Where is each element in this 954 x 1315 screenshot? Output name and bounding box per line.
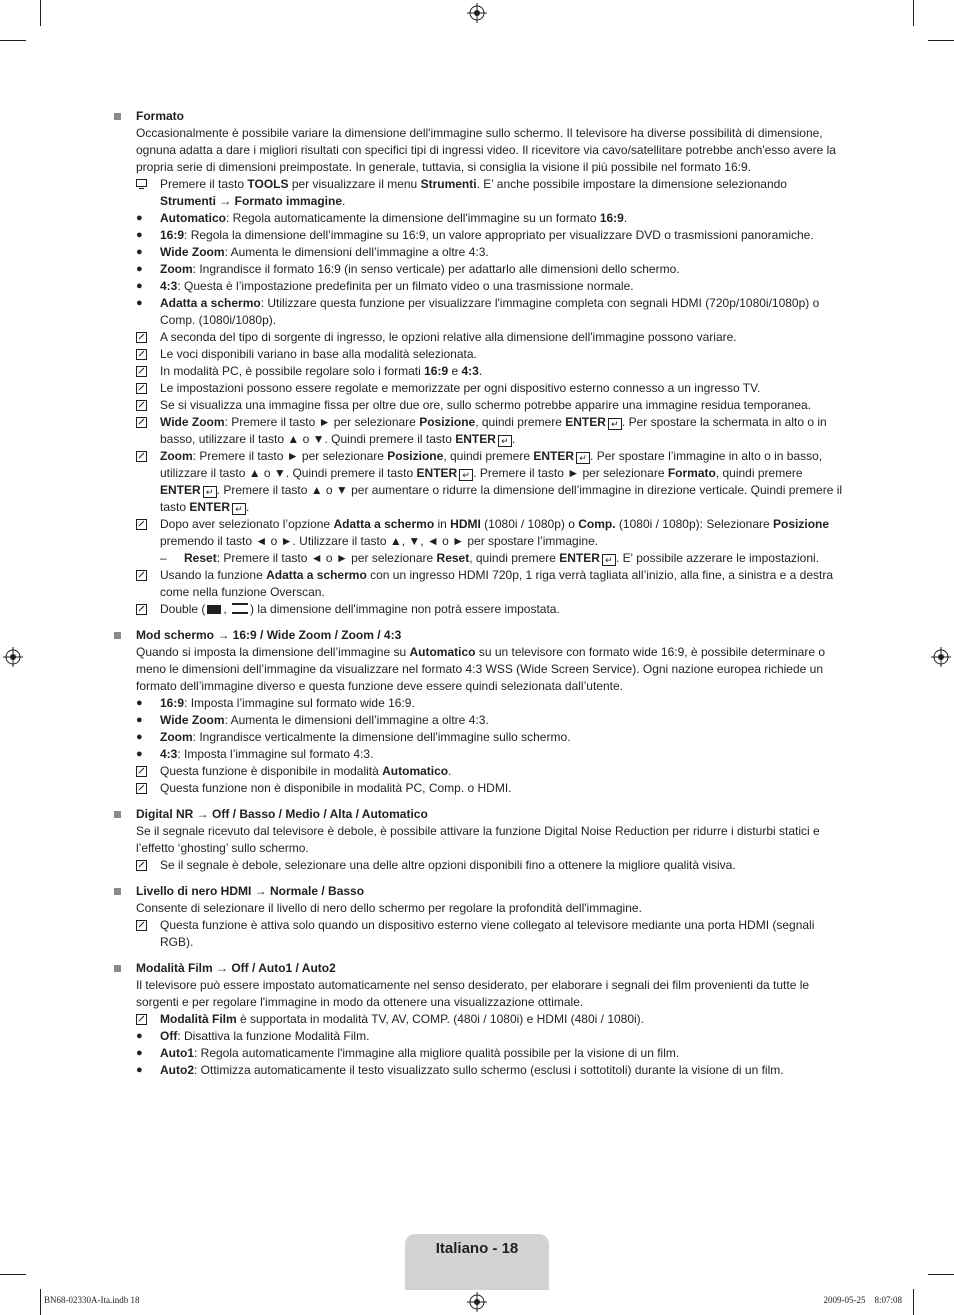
square-icon — [114, 888, 121, 895]
list-item: ● Wide Zoom: Aumenta le dimensioni dell’immagine a oltre 4:3. — [136, 713, 489, 727]
list-item: ● Wide Zoom: Aumenta le dimensioni dell’immagine a oltre 4:3. — [136, 245, 489, 259]
bullet-icon: ● — [136, 748, 143, 760]
enter-icon: ↵ — [459, 469, 473, 481]
section-heading: Livello di nero HDMI → Normale / Basso — [112, 883, 844, 900]
registration-mark-icon — [931, 647, 951, 667]
note-item: A seconda del tipo di sorgente di ingresso, le opzioni relative alla dimensione dell'immagine possono variare. — [112, 329, 844, 346]
enter-icon: ↵ — [232, 503, 246, 515]
note-icon — [136, 1014, 147, 1025]
tools-icon — [136, 179, 147, 189]
crop-mark — [40, 0, 41, 26]
square-icon — [114, 965, 121, 972]
note-item: Le voci disponibili variano in base alla modalità selezionata. — [112, 346, 844, 363]
tools-note: Premere il tasto TOOLS per visualizzare il menu Strumenti. E’ anche possibile impostare la dimensione selezionando Strumenti → Formato immagine. — [112, 176, 844, 210]
list-item: ● 16:9: Imposta l’immagine sul formato wide 16:9. — [136, 696, 415, 710]
crop-mark — [0, 1274, 26, 1275]
note-icon — [136, 604, 147, 615]
page-number: Italiano - 18 — [435, 1240, 519, 1257]
bullet-icon: ● — [136, 697, 143, 709]
enter-icon: ↵ — [602, 554, 616, 566]
note-icon — [136, 783, 147, 794]
enter-icon: ↵ — [203, 486, 217, 498]
note-icon — [136, 766, 147, 777]
paragraph: Se il segnale ricevuto dal televisore è debole, è possibile attivare la funzione Digital Noise Reduction per ridurre i disturbi statici e l’effetto ‘ghosting’ sullo schermo. — [136, 824, 820, 855]
section-heading: Digital NR → Off / Basso / Medio / Alta / Automatico — [112, 806, 844, 823]
bullet-icon: ● — [136, 212, 143, 224]
sub-item: – Reset: Premere il tasto ◄ o ► per selezionare Reset, quindi premere ENTER ↵ . E' possibile azzerare le impostazioni. — [160, 551, 819, 565]
note-icon — [136, 383, 147, 394]
paragraph: Il televisore può essere impostato automaticamente nel senso desiderato, per elaborare i segnali dei film provenienti da tutte le sorgenti e per regolare l'immagine in modo da ottenere una visualizzazione ottimale. — [136, 978, 810, 1009]
square-icon — [114, 811, 121, 818]
crop-mark — [913, 1289, 914, 1315]
bullet-icon: ● — [136, 280, 143, 292]
bullet-icon: ● — [136, 1030, 143, 1042]
paragraph: Occasionalmente è possibile variare la dimensione dell'immagine sullo schermo. Il televisore ha diverse possibilità di dimensione, ognuna adatta a dare i migliori risultati con specifici tipi di ingressi video. Il ricevitore via cavo/satellitare potrebbe anch'esso avere la propria serie di dimensioni preimpostate. In generale, tuttavia, si consiglia la visione il più possibile nel formato 16:9. — [136, 126, 836, 174]
note-item: Modalità Film è supportata in modalità TV, AV, COMP. (480i / 1080i) e HDMI (480i / 1080i). — [112, 1011, 844, 1028]
bullet-icon: ● — [136, 263, 143, 275]
bullet-icon: ● — [136, 246, 143, 258]
list-item: ● Automatico: Regola automaticamente la dimensione dell'immagine su un formato 16:9. — [136, 211, 628, 225]
note-icon — [136, 332, 147, 343]
document-body — [112, 108, 844, 1088]
section-film-mode — [112, 960, 844, 1079]
list-item: ● Off: Disattiva la funzione Modalità Film. — [136, 1029, 370, 1043]
note-item: Wide Zoom: Premere il tasto ► per selezionare Posizione, quindi premere ENTER ↵ . Per spostare la schermata in alto o in basso, utilizzare il tasto ▲ o ▼. Quindi premere il tasto ENTER ↵ . — [112, 414, 844, 448]
list-item: ● Auto1: Regola automaticamente l'immagine alla migliore qualità possibile per la visione di un film. — [136, 1046, 680, 1060]
note-icon — [136, 349, 147, 360]
bullet-icon: ● — [136, 229, 143, 241]
note-icon — [136, 570, 147, 581]
crop-mark — [928, 1274, 954, 1275]
registration-mark-icon — [3, 647, 23, 667]
section-heading: Mod schermo → 16:9 / Wide Zoom / Zoom / 4:3 — [112, 627, 844, 644]
bullet-icon: ● — [136, 714, 143, 726]
square-icon — [114, 632, 121, 639]
paragraph: Quando si imposta la dimensione dell’immagine su Automatico su un televisore con formato wide 16:9, è possibile determinare o meno le dimensioni dell’immagine da visualizzare nel formato 4:3 WSS (Wide Screen Service). Ogni nazione europea richiede un formato dell’immagine diverso e questa funzione deve essere quindi selezionata dall’utente. — [136, 645, 826, 693]
note-icon — [136, 860, 147, 871]
square-icon — [114, 113, 121, 120]
bullet-icon: ● — [136, 1064, 143, 1076]
section-hdmi-black-level — [112, 883, 844, 951]
footer-file-info: BN68-02330A-Ita.indb 18 — [44, 1295, 140, 1305]
list-item: ● Adatta a schermo: Utilizzare questa funzione per visualizzare l'immagine completa con segnali HDMI (720p/1080i/1080p) o Comp. (1080i/1080p). — [136, 296, 820, 327]
enter-icon: ↵ — [498, 435, 512, 447]
list-item: ● 4:3: Imposta l’immagine sul formato 4:3. — [136, 747, 374, 761]
note-item: Le impostazioni possono essere regolate e memorizzate per ogni dispositivo esterno connesso a un ingresso TV. — [112, 380, 844, 397]
section-heading: Formato — [112, 108, 844, 125]
double-mode-alt-icon — [232, 603, 248, 614]
note-icon — [136, 417, 147, 428]
list-item: ● 16:9: Regola la dimensione dell’immagine su 16:9, un valore appropriato per visualizzare DVD o trasmissioni panoramiche. — [136, 228, 814, 242]
note-item: Dopo aver selezionato l’opzione Adatta a schermo in HDMI (1080i / 1080p) o Comp. (1080i / 1080p): Selezionare Posizione premendo il tasto ◄ o ►. Utilizzare il tasto ▲, ▼, ◄ o ► per spostare l’immagine. — [112, 516, 844, 550]
enter-icon: ↵ — [608, 418, 622, 430]
footer-timestamp: 2009-05-25 8:07:08 — [823, 1295, 902, 1305]
registration-mark-icon — [467, 3, 487, 23]
bullet-icon: ● — [136, 297, 143, 309]
note-icon — [136, 519, 147, 530]
crop-mark — [0, 40, 26, 41]
section-digital-nr — [112, 806, 844, 874]
enter-icon: ↵ — [576, 452, 590, 464]
note-item: Questa funzione è attiva solo quando un dispositivo esterno viene collegato al televisore mediante una porta HDMI (segnali RGB). — [112, 917, 844, 951]
note-item: Double ( , ) la dimensione dell'immagine non potrà essere impostata. — [112, 601, 844, 618]
double-mode-icon — [207, 605, 221, 614]
note-icon — [136, 400, 147, 411]
bullet-icon: ● — [136, 731, 143, 743]
crop-mark — [913, 0, 914, 26]
section-mod-schermo — [112, 627, 844, 797]
list-item: ● Zoom: Ingrandisce verticalmente la dimensione dell'immagine sullo schermo. — [136, 730, 571, 744]
note-item: Usando la funzione Adatta a schermo con un ingresso HDMI 720p, 1 riga verrà tagliata all’inizio, alla fine, a sinistra e a destra come nella funzione Overscan. — [112, 567, 844, 601]
note-item: Se il segnale è debole, selezionare una delle altre opzioni disponibili fino a ottenere la migliore qualità visiva. — [112, 857, 844, 874]
note-icon — [136, 451, 147, 462]
dash-icon: – — [160, 551, 167, 565]
registration-mark-icon — [467, 1292, 487, 1312]
note-item: Se si visualizza una immagine fissa per oltre due ore, sullo schermo potrebbe apparire una immagine residua temporanea. — [112, 397, 844, 414]
section-heading: Modalità Film → Off / Auto1 / Auto2 — [112, 960, 844, 977]
paragraph: Consente di selezionare il livello di nero dello schermo per regolare la profondità dell'immagine. — [136, 901, 642, 915]
note-item: Questa funzione non è disponibile in modalità PC, Comp. o HDMI. — [112, 780, 844, 797]
note-item: Questa funzione è disponibile in modalità Automatico. — [112, 763, 844, 780]
note-item: Zoom: Premere il tasto ► per selezionare Posizione, quindi premere ENTER ↵ . Per spostare l’immagine in alto o in basso, utilizzare il tasto ▲ o ▼. Quindi premere il tasto ENTER ↵ . Premere il tasto ► per selezionare Formato, quindi premere ENTER ↵ . Premere il tasto ▲ o ▼ per aumentare o ridurre la dimensione dell’immagine in direzione verticale. Quindi premere il tasto ENTER ↵ . — [112, 448, 844, 516]
note-icon — [136, 920, 147, 931]
bullet-icon: ● — [136, 1047, 143, 1059]
list-item: ● Zoom: Ingrandisce il formato 16:9 (in senso verticale) per adattarlo alle dimensioni dello schermo. — [136, 262, 680, 276]
crop-mark — [928, 40, 954, 41]
note-item: In modalità PC, è possibile regolare solo i formati 16:9 e 4:3. — [112, 363, 844, 380]
list-item: ● 4:3: Questa è l’impostazione predefinita per un filmato video o una trasmissione normale. — [136, 279, 634, 293]
note-icon — [136, 366, 147, 377]
crop-mark — [40, 1289, 41, 1315]
section-formato — [112, 108, 844, 618]
list-item: ● Auto2: Ottimizza automaticamente il testo visualizzato sullo schermo (esclusi i sottotitoli) durante la visione di un film. — [136, 1063, 784, 1077]
